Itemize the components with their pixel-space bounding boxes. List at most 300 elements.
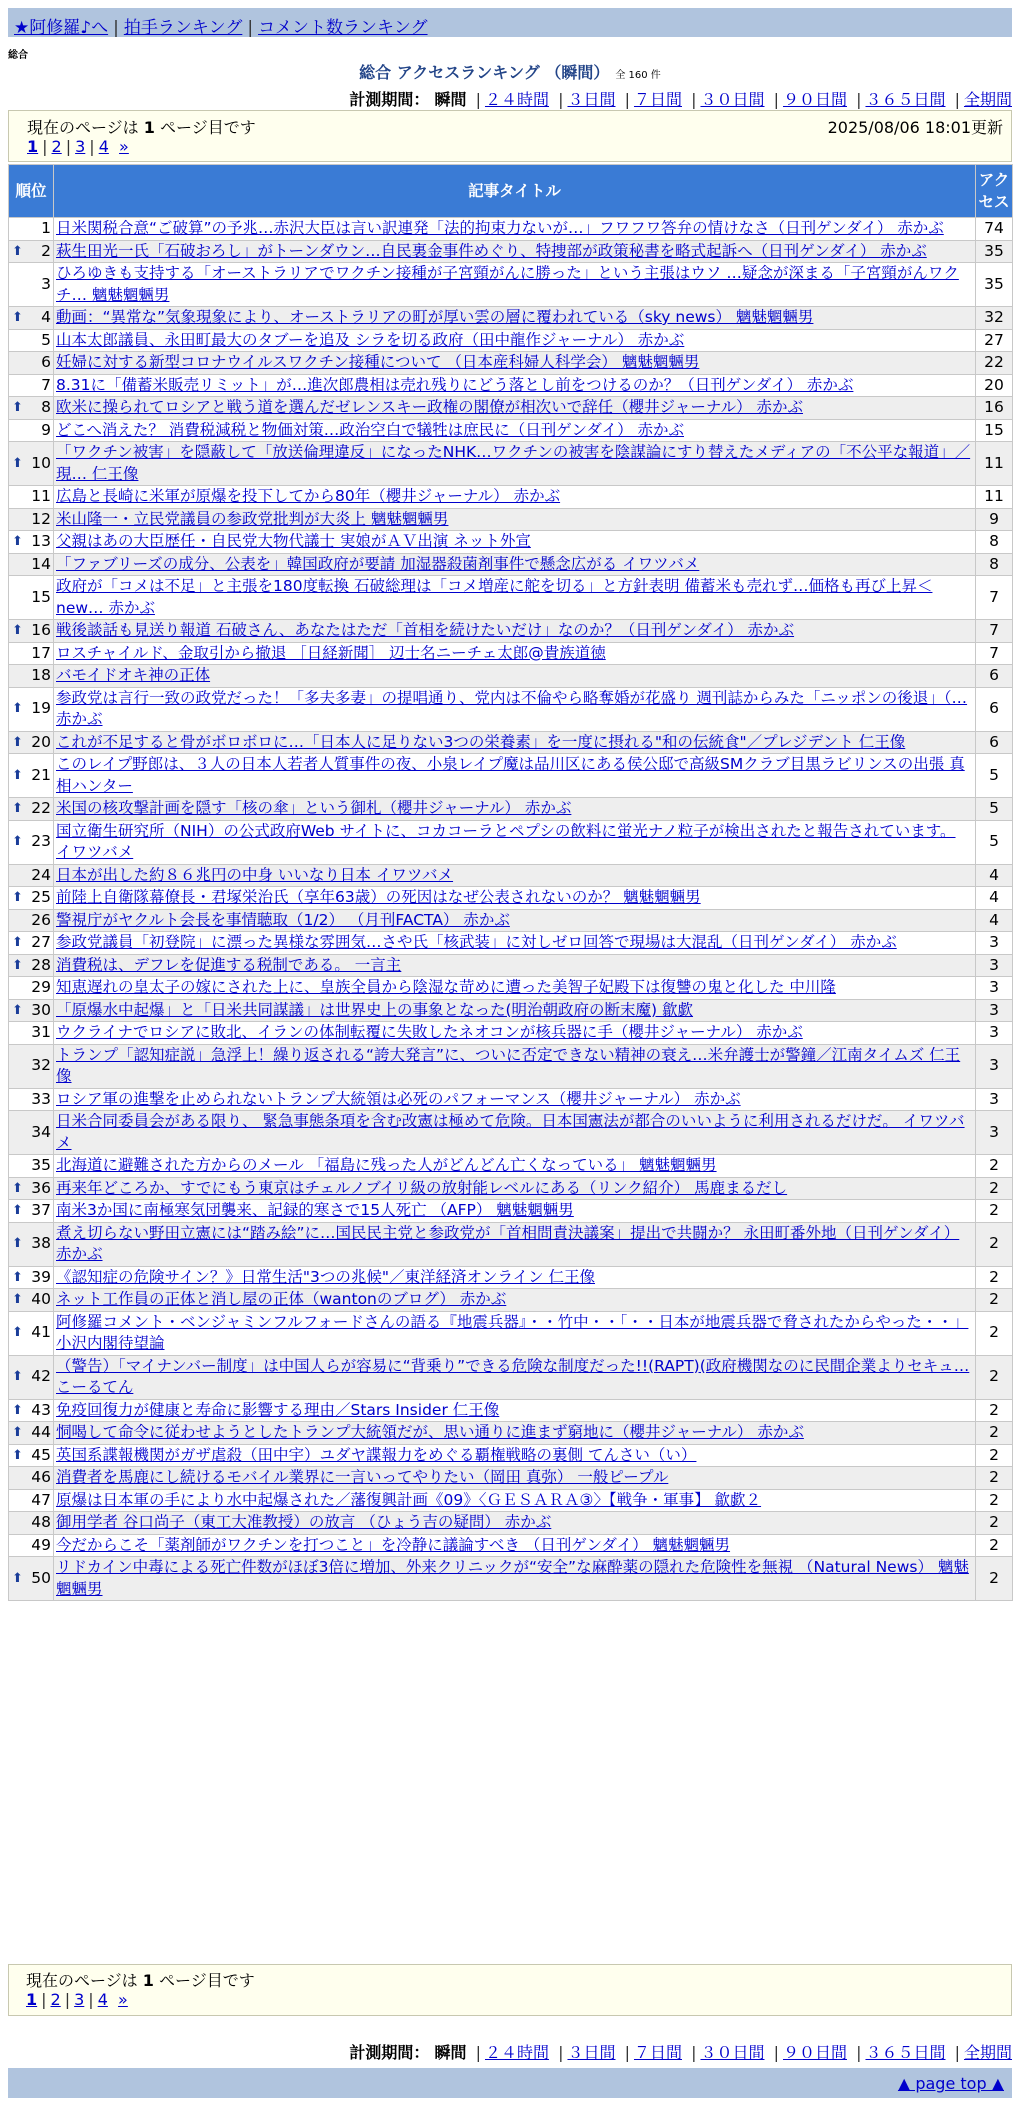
rank-number: 28 <box>31 955 51 974</box>
rank-number: 5 <box>41 330 51 349</box>
page-2-link[interactable]: 2 <box>51 137 62 156</box>
period-90d-link[interactable]: ９０日間 <box>782 2043 847 2062</box>
access-count: 2 <box>976 1557 1012 1600</box>
rank-up-arrow-icon: ⬆ <box>12 957 23 973</box>
rank-up-arrow-icon: ⬆ <box>12 701 23 717</box>
article-title-link[interactable]: 日米合同委員会がある限り、 緊急事態条項を含む改憲は極めて危険。日本国憲法が都合のいいように利用されるだけだ。 イワツバメ <box>56 1112 965 1152</box>
rank-number: 33 <box>31 1089 51 1108</box>
article-title-link[interactable]: このレイプ野郎は、３人の日本人若者人質事件の夜、小泉レイプ魔は品川区にある侯公邸で高級SMクラブ目黒ラビリンスの出張 真相ハンター <box>56 755 965 795</box>
title-cell <box>54 865 975 887</box>
top-nav-bar <box>8 8 1012 37</box>
rank-cell <box>9 1111 53 1154</box>
rank-number: 45 <box>31 1445 51 1464</box>
access-count: 15 <box>976 420 1012 442</box>
page-4-link[interactable]: 4 <box>98 137 109 156</box>
table-row <box>9 798 1012 820</box>
table-row <box>9 1178 1012 1200</box>
rank-up-arrow-icon: ⬆ <box>12 890 23 905</box>
article-title-link[interactable]: 米山隆一・立民党議員の参政党批判が大炎上 魑魅魍魎男 <box>56 509 449 528</box>
article-title-link[interactable]: 「ファブリーズの成分、公表を」韓国政府が要請 加湿器殺菌剤事件で懸念広がる イワツバメ <box>56 554 700 573</box>
rank-number: 48 <box>31 1513 51 1531</box>
rank-cell <box>9 620 53 642</box>
next-page-link[interactable]: » <box>118 1990 128 2009</box>
rank-cell <box>9 1512 53 1534</box>
title-cell <box>54 1312 975 1355</box>
rank-cell <box>9 352 53 374</box>
access-count: 32 <box>976 307 1012 329</box>
rank-number: 46 <box>31 1468 51 1486</box>
access-count: 2 <box>976 1178 1012 1200</box>
table-row <box>9 1200 1012 1222</box>
rank-number: 36 <box>31 1178 51 1197</box>
table-row <box>9 1557 1012 1600</box>
access-count: 3 <box>976 955 1012 977</box>
article-title-link[interactable]: 動画：“異常な”気象現象により、オーストラリアの町が厚い雲の層に覆われている（sky news） 魑魅魍魎男 <box>56 308 814 326</box>
rank-number: 16 <box>31 621 51 639</box>
rank-up-arrow-icon: ⬆ <box>12 834 23 850</box>
period-30d-link[interactable]: ３０日間 <box>700 2043 765 2062</box>
rank-cell <box>9 531 53 553</box>
rank-up-arrow-icon: ⬆ <box>12 400 23 415</box>
rank-up-arrow-icon: ⬆ <box>12 734 23 750</box>
access-count: 2 <box>976 1445 1012 1467</box>
title-cell <box>54 754 975 797</box>
rank-number: 49 <box>31 1535 51 1554</box>
access-count: 8 <box>976 554 1012 576</box>
article-title-link[interactable]: 欧米に操られてロシアと戦う道を選んだゼレンスキー政権の閣僚が相次いで辞任（櫻井ジャーナル） 赤かぶ <box>56 398 803 416</box>
rank-cell <box>9 1223 53 1266</box>
table-row <box>9 1111 1012 1154</box>
article-title-link[interactable]: 煮え切らない野田立憲には“踏み絵”に…国民民主党と参政党が「首相問責決議案」提出で共闘か？ 永田町番外地（日刊ゲンダイ） 赤かぶ <box>56 1223 960 1263</box>
title-cell <box>54 1155 975 1177</box>
access-count: 3 <box>976 1111 1012 1154</box>
rank-number: 10 <box>31 453 51 472</box>
article-title-link[interactable]: 恫喝して命令に従わせようとしたトランプ大統領だが、思い通りに進まず窮地に（櫻井ジャーナル） 赤かぶ <box>56 1423 804 1441</box>
article-title-link[interactable]: 妊婦に対する新型コロナウイルスワクチン接種について （日本産科婦人科学会） 魑魅魍魎男 <box>56 353 700 371</box>
rank-cell <box>9 1535 53 1557</box>
rank-number: 21 <box>31 765 51 784</box>
rank-up-arrow-icon: ⬆ <box>12 1447 23 1463</box>
next-page-link[interactable]: » <box>119 137 129 156</box>
current-page-text: 現在のページは 1 ページ目です <box>26 1971 255 1990</box>
access-count: 2 <box>976 1200 1012 1222</box>
page-2-link[interactable]: 2 <box>50 1990 61 2009</box>
period-current: 瞬間 <box>434 2043 467 2062</box>
title-cell <box>54 1022 975 1044</box>
rank-cell <box>9 865 53 887</box>
title-cell <box>54 420 975 442</box>
title-cell <box>54 1000 975 1022</box>
article-title-link[interactable]: 戦後談話も見送り報道 石破さん、あなたはただ「首相を続けたいだけ」なのか？（日刊ゲンダイ） 赤かぶ <box>56 621 795 639</box>
article-title-link[interactable]: 消費税は、デフレを促進する税制である。 一言主 <box>56 955 402 974</box>
article-title-link[interactable]: ひろゆきも支持する「オーストラリアでワクチン接種が子宮頸がんに勝った」という主張はウソ …疑念が深まる「子宮頸がんワクチ… 魑魅魍魎男 <box>56 264 959 304</box>
rank-number: 47 <box>31 1490 51 1509</box>
title-cell <box>54 643 975 665</box>
table-row <box>9 1400 1012 1422</box>
rank-number: 11 <box>31 487 51 505</box>
article-title-link[interactable]: 父親はあの大臣歴任・自民党大物代議士 実娘がＡＶ出演 ネット外宣 <box>56 532 531 550</box>
ranking-title: 総合 アクセスランキング （瞬間） <box>359 63 610 82</box>
article-title-link[interactable]: 「原爆水中起爆」と「日米共同謀議」は世界史上の事象となった(明治朝政府の断末魔) 歙歔 <box>56 1000 694 1019</box>
rank-number: 30 <box>31 1000 51 1019</box>
title-cell <box>54 352 975 374</box>
rank-number: 1 <box>41 219 51 237</box>
rank-up-arrow-icon: ⬆ <box>12 243 23 259</box>
article-title-link[interactable]: 北海道に避難された方からのメール 「福島に残った人がどんどん亡くなっている」 魑魅魍魎男 <box>56 1156 717 1174</box>
pagination: 1 | 2 | 3 | 4 » <box>26 1990 128 2009</box>
period-selector-top: 計測期間： 瞬間 | ２４時間 | ３日間 | ７日間 | ３０日間 | ９０日間 | ３６５日間 | 全期間 <box>349 90 1012 109</box>
rank-number: 24 <box>31 865 51 884</box>
access-count: 35 <box>976 241 1012 263</box>
rank-up-arrow-icon: ⬆ <box>12 801 23 816</box>
access-count: 2 <box>976 1223 1012 1266</box>
rank-number: 43 <box>31 1400 51 1419</box>
article-title-link[interactable]: 消費者を馬鹿にし続けるモバイル業界に一言いってやりたい（岡田 真弥） 一般ピープル <box>56 1468 669 1486</box>
rank-cell <box>9 977 53 999</box>
table-row <box>9 754 1012 797</box>
rank-cell <box>9 554 53 576</box>
title-cell <box>54 1490 975 1512</box>
rank-cell <box>9 1557 53 1600</box>
rank-number: 19 <box>31 699 51 718</box>
period-all-link[interactable]: 全期間 <box>963 2043 1012 2062</box>
access-count: 9 <box>976 509 1012 531</box>
rank-cell <box>9 1000 53 1022</box>
article-title-link[interactable]: 《認知症の危険サイン？》日常生活"3つの兆候"／東洋経済オンライン 仁王像 <box>56 1267 595 1286</box>
period-3d-link[interactable]: ３日間 <box>567 2043 616 2062</box>
rank-number: 13 <box>31 532 51 550</box>
table-row <box>9 1289 1012 1311</box>
access-count: 16 <box>976 397 1012 419</box>
rank-number: 29 <box>31 978 51 996</box>
rank-cell <box>9 732 53 754</box>
article-title-link[interactable]: トランプ「認知症説」急浮上！繰り返される“誇大発言”に、ついに否定できない精神の衰え…米弁護士が警鐘／江南タイムズ 仁王像 <box>56 1045 961 1085</box>
article-title-link[interactable]: リドカイン中毒による死亡件数がほぼ3倍に増加、外来クリニックが“安全”な麻酔薬の隠れた危険性を無視 （Natural News） 魑魅魍魎男 <box>56 1558 969 1598</box>
table-row <box>9 486 1012 508</box>
article-title-link[interactable]: （警告）「マイナンバー制度」は中国人らが容易に“背乗り”できる危険な制度だった!!(RAPT)(政府機関なのに民間企業よりセキュ… こーるてん <box>56 1356 970 1396</box>
access-count: 6 <box>976 665 1012 687</box>
title-cell <box>54 1111 975 1154</box>
rank-number: 20 <box>31 732 51 751</box>
table-row <box>9 241 1012 263</box>
rank-number: 26 <box>31 910 51 929</box>
period-24h-link[interactable]: ２４時間 <box>484 90 549 109</box>
rank-cell <box>9 688 53 731</box>
access-count: 2 <box>976 1467 1012 1489</box>
title-cell <box>54 1200 975 1222</box>
ranking-table <box>8 164 1013 1601</box>
rank-number: 17 <box>31 643 51 662</box>
table-row <box>9 1089 1012 1111</box>
title-cell <box>54 1512 975 1534</box>
article-title-link[interactable]: ロシア軍の進撃を止められないトランプ大統領は必死のパフォーマンス（櫻井ジャーナル） 赤かぶ <box>56 1089 741 1108</box>
table-row <box>9 263 1012 306</box>
rank-number: 3 <box>41 274 51 293</box>
page-1-link[interactable]: 1 <box>26 1990 38 2009</box>
rank-number: 23 <box>31 832 51 851</box>
rank-up-arrow-icon: ⬆ <box>12 1425 23 1440</box>
title-cell <box>54 1445 975 1467</box>
page-3-link[interactable]: 3 <box>74 1990 85 2009</box>
article-title-link[interactable]: これが不足すると骨がボロボロに…「日本人に足りない3つの栄養素」を一度に摂れる"和の伝統食"／プレジデント 仁王像 <box>56 732 906 751</box>
period-7d-link[interactable]: ７日間 <box>633 90 682 109</box>
rank-number: 37 <box>31 1201 51 1219</box>
access-count: 3 <box>976 1045 1012 1088</box>
home-link[interactable]: ★阿修羅♪へ <box>14 18 109 38</box>
article-title-link[interactable]: 参政党議員「初登院」に漂った異様な雰囲気…さや氏「核武装」に対しゼロ回答で現場は大混乱（日刊ゲンダイ） 赤かぶ <box>56 933 897 951</box>
rank-cell <box>9 887 53 909</box>
rank-number: 39 <box>31 1267 51 1286</box>
article-title-link[interactable]: 南米3か国に南極寒気団襲来、記録的寒さで15人死亡 （AFP） 魑魅魍魎男 <box>56 1201 574 1219</box>
access-count: 4 <box>976 865 1012 887</box>
access-count: 8 <box>976 531 1012 553</box>
rank-number: 41 <box>31 1323 51 1342</box>
article-title-link[interactable]: 知恵遅れの皇太子の嫁にされた上に、皇族全員から陰湿な苛めに遭った美智子妃殿下は復讐の鬼と化した 中川隆 <box>56 978 836 996</box>
access-count: 7 <box>976 643 1012 665</box>
access-count: 2 <box>976 1490 1012 1512</box>
article-title-link[interactable]: 萩生田光一氏「石破おろし」がトーンダウン…自民裏金事件めぐり、特捜部が政策秘書を略式起訴へ（日刊ゲンダイ） 赤かぶ <box>56 241 927 260</box>
access-count: 27 <box>976 330 1012 352</box>
title-cell <box>54 1045 975 1088</box>
article-title-link[interactable]: ウクライナでロシアに敗北、イランの体制転覆に失敗したネオコンが核兵器に手（櫻井ジャーナル） 赤かぶ <box>56 1023 803 1041</box>
article-title-link[interactable]: 原爆は日本軍の手により水中起爆された／藩復興計画《09》〈ＧＥＳＡＲＡ③〉【戦争・軍事】 歙歔２ <box>56 1490 762 1509</box>
title-cell <box>54 263 975 306</box>
article-title-link[interactable]: 再来年どころか、すでにもう東京はチェルノブイリ級の放射能レベルにある（リンク紹介） 馬鹿まるだし <box>56 1178 788 1197</box>
rank-up-arrow-icon: ⬆ <box>12 1292 23 1307</box>
title-cell <box>54 218 975 240</box>
page-top-link[interactable]: ▲ page top ▲ <box>897 2074 1004 2093</box>
rank-number: 38 <box>31 1234 51 1253</box>
period-30d-link[interactable]: ３０日間 <box>700 90 765 109</box>
rank-up-arrow-icon: ⬆ <box>12 767 23 783</box>
table-row <box>9 1535 1012 1557</box>
period-current: 瞬間 <box>434 90 467 109</box>
title-cell <box>54 576 975 619</box>
table-row <box>9 307 1012 329</box>
access-count: 11 <box>976 442 1012 485</box>
access-count: 20 <box>976 375 1012 397</box>
article-title-link[interactable]: 前陸上自衛隊幕僚長・君塚栄治氏（享年63歳）の死因はなぜ公表されないのか？ 魑魅魍魎男 <box>56 888 701 906</box>
rank-number: 15 <box>31 587 51 606</box>
rank-number: 32 <box>31 1056 51 1075</box>
rank-number: 35 <box>31 1156 51 1174</box>
table-row <box>9 1223 1012 1266</box>
title-cell <box>54 554 975 576</box>
rank-up-arrow-icon: ⬆ <box>12 623 23 638</box>
page-3-link[interactable]: 3 <box>75 137 86 156</box>
table-row <box>9 1022 1012 1044</box>
table-row <box>9 887 1012 909</box>
rank-number: 44 <box>31 1423 51 1441</box>
article-title-link[interactable]: 8.31に「備蓄米販売リミット」が…進次郎農相は売れ残りにどう落とし前をつけるのか？（日刊ゲンダイ） 赤かぶ <box>56 375 854 394</box>
article-title-link[interactable]: 御用学者 谷口尚子（東工大准教授）の放言 （ひょう吉の疑問） 赤かぶ <box>56 1513 552 1531</box>
table-row <box>9 1045 1012 1088</box>
table-row <box>9 977 1012 999</box>
rank-number: 40 <box>31 1290 51 1308</box>
table-row <box>9 509 1012 531</box>
table-row <box>9 732 1012 754</box>
article-title-link[interactable]: 国立衛生研究所（NIH）の公式政府Web サイトに、コカコーラとペプシの飲料に蛍光ナノ粒子が検出されたと報告されています。 イワツバメ <box>56 821 956 861</box>
access-count: 35 <box>976 263 1012 306</box>
access-count: 2 <box>976 1535 1012 1557</box>
access-count: 4 <box>976 910 1012 932</box>
title-cell <box>54 977 975 999</box>
table-row <box>9 420 1012 442</box>
total-count: 全 160 件 <box>615 70 661 81</box>
access-count: 11 <box>976 486 1012 508</box>
article-title-link[interactable]: バモイドオキ神の正体 <box>56 666 211 684</box>
period-365d-link[interactable]: ３６５日間 <box>865 2043 946 2062</box>
rank-number: 4 <box>41 308 51 326</box>
access-count: 2 <box>976 1312 1012 1355</box>
page-4-link[interactable]: 4 <box>97 1990 108 2009</box>
table-row <box>9 932 1012 954</box>
title-cell <box>54 509 975 531</box>
rank-cell <box>9 576 53 619</box>
table-row <box>9 576 1012 619</box>
title-cell <box>54 1535 975 1557</box>
table-row <box>9 1267 1012 1289</box>
title-cell <box>54 1422 975 1444</box>
rank-cell <box>9 1178 53 1200</box>
table-row <box>9 1155 1012 1177</box>
page-1-link[interactable]: 1 <box>27 137 39 156</box>
title-cell <box>54 241 975 263</box>
rank-cell <box>9 1467 53 1489</box>
period-7d-link[interactable]: ７日間 <box>633 2043 682 2062</box>
rank-cell <box>9 1400 53 1422</box>
rank-number: 50 <box>31 1568 51 1587</box>
period-selector-bottom: 計測期間： 瞬間 | ２４時間 | ３日間 | ７日間 | ３０日間 | ９０日間 | ３６５日間 | 全期間 <box>349 2043 1012 2062</box>
article-title-link[interactable]: 山本太郎議員、永田町最大のタブーを追及 シラを切る政府（田中龍作ジャーナル） 赤かぶ <box>56 330 685 349</box>
rank-cell <box>9 1155 53 1177</box>
title-cell <box>54 910 975 932</box>
period-all-link[interactable]: 全期間 <box>963 90 1012 109</box>
article-title-link[interactable]: 米国の核攻撃計画を隠す「核の傘」という御札（櫻井ジャーナル） 赤かぶ <box>56 799 572 817</box>
rank-number: 8 <box>41 398 51 416</box>
rank-number: 31 <box>31 1023 51 1041</box>
title-cell <box>54 397 975 419</box>
title-cell <box>54 665 975 687</box>
rank-cell <box>9 1445 53 1467</box>
article-title-link[interactable]: ロスチャイルド、金取引から撤退 ［日経新聞］ 辺士名ニーチェ太郎@貴族道徳 <box>56 643 606 662</box>
article-title-link[interactable]: 政府が「コメは不足」と主張を180度転換 石破総理は「コメ増産に舵を切る」と方針表明 備蓄米も売れず…価格も再び上昇＜new… 赤かぶ <box>56 577 933 617</box>
table-row <box>9 554 1012 576</box>
period-24h-link[interactable]: ２４時間 <box>484 2043 549 2062</box>
title-cell <box>54 798 975 820</box>
rank-cell <box>9 1356 53 1399</box>
rank-up-arrow-icon: ⬆ <box>12 1180 23 1196</box>
title-cell <box>54 1400 975 1422</box>
table-row <box>9 531 1012 553</box>
table-row <box>9 865 1012 887</box>
table-row <box>9 218 1012 240</box>
rank-header: 順位 <box>9 165 53 217</box>
clap-ranking-link[interactable]: 拍手ランキング <box>123 18 243 38</box>
access-count: 7 <box>976 620 1012 642</box>
title-cell <box>54 307 975 329</box>
article-title-link[interactable]: 「ワクチン被害」を隠蔽して「放送倫理違反」になったNHK…ワクチンの被害を陰謀論にすり替えたメディアの「不公平な報道」／現… 仁王像 <box>56 443 971 483</box>
rank-cell <box>9 420 53 442</box>
access-count: 5 <box>976 798 1012 820</box>
title-cell <box>54 932 975 954</box>
table-row <box>9 1422 1012 1444</box>
rank-up-arrow-icon: ⬆ <box>12 1369 23 1385</box>
rank-number: 27 <box>31 933 51 951</box>
period-365d-link[interactable]: ３６５日間 <box>865 90 946 109</box>
article-title-link[interactable]: 英国系諜報機関がガザ虐殺（田中宇）ユダヤ諜報力をめぐる覇権戦略の裏側 てんさい（い） <box>56 1445 697 1464</box>
ranking-table-body <box>9 218 1012 1600</box>
article-title-link[interactable]: 広島と長崎に米軍が原爆を投下してから80年（櫻井ジャーナル） 赤かぶ <box>56 487 561 505</box>
title-cell <box>54 732 975 754</box>
table-row <box>9 1445 1012 1467</box>
article-title-link[interactable]: ネット工作員の正体と消し屋の正体（wantonのブログ） 赤かぶ <box>56 1290 507 1308</box>
comment-ranking-link[interactable]: コメント数ランキング <box>258 18 428 38</box>
table-row <box>9 910 1012 932</box>
access-count: 3 <box>976 1000 1012 1022</box>
article-title-link[interactable]: 阿修羅コメント・ベンジャミンフルフォードさんの語る『地震兵器』・・竹中・・「・・日本が地震兵器で脅されたからやった・・」 小沢内閣待望論 <box>56 1312 969 1352</box>
title-cell <box>54 887 975 909</box>
updated-timestamp: 2025/08/06 18:01更新 <box>827 118 1003 137</box>
title-cell <box>54 1557 975 1600</box>
rank-up-arrow-icon: ⬆ <box>12 455 23 471</box>
access-count: 2 <box>976 1289 1012 1311</box>
title-cell <box>54 375 975 397</box>
period-label: 計測期間： <box>349 2043 430 2062</box>
title-cell <box>54 1178 975 1200</box>
rank-cell <box>9 241 53 263</box>
category-label: 総合 <box>8 50 28 61</box>
access-header: アクセス <box>976 165 1012 217</box>
rank-number: 34 <box>31 1122 51 1141</box>
article-title-link[interactable]: 日米関税合意“ご破算”の予兆…赤沢大臣は言い訳連発「法的拘束力ないが…」フワフワ答弁の情けなさ（日刊ゲンダイ） 赤かぶ <box>56 219 944 237</box>
rank-cell <box>9 442 53 485</box>
rank-number: 7 <box>41 375 51 394</box>
article-title-link[interactable]: 参政党は言行一致の政党だった！「多夫多妻」の提唱通り、党内は不倫やら略奪婚が花盛り 週刊誌からみた「ニッポンの後退」（… 赤かぶ <box>56 688 968 728</box>
rank-number: 14 <box>31 554 51 573</box>
access-count: 2 <box>976 1267 1012 1289</box>
rank-up-arrow-icon: ⬆ <box>12 935 23 950</box>
table-header-row <box>9 165 1012 217</box>
rank-cell <box>9 1267 53 1289</box>
pagination: 1 | 2 | 3 | 4 » <box>27 137 129 156</box>
article-title-link[interactable]: 今だからこそ「薬剤師がワクチンを打つこと」を冷静に議論すべき （日刊ゲンダイ） 魑魅魍魎男 <box>56 1535 731 1554</box>
article-title-link[interactable]: 日本が出した約８６兆円の中身 いいなり日本 イワツバメ <box>56 865 454 884</box>
article-title-link[interactable]: 警視庁がヤクルト会長を事情聴取（1/2） （月刊FACTA） 赤かぶ <box>56 910 510 929</box>
rank-up-arrow-icon: ⬆ <box>12 1236 23 1252</box>
title-cell <box>54 531 975 553</box>
article-title-link[interactable]: 免疫回復力が健康と寿命に影響する理由／Stars Insider 仁王像 <box>56 1400 500 1419</box>
table-row <box>9 352 1012 374</box>
rank-cell <box>9 330 53 352</box>
article-title-link[interactable]: どこへ消えた？ 消費税減税と物価対策…政治空白で犠牲は庶民に（日刊ゲンダイ） 赤かぶ <box>56 420 684 439</box>
rank-cell <box>9 1490 53 1512</box>
access-count: 3 <box>976 1089 1012 1111</box>
rank-up-arrow-icon: ⬆ <box>12 1402 23 1418</box>
title-cell <box>54 955 975 977</box>
access-count: 5 <box>976 821 1012 864</box>
rank-number: 6 <box>41 353 51 371</box>
table-row <box>9 1467 1012 1489</box>
period-3d-link[interactable]: ３日間 <box>567 90 616 109</box>
table-row <box>9 442 1012 485</box>
rank-cell <box>9 1312 53 1355</box>
rank-cell <box>9 665 53 687</box>
period-90d-link[interactable]: ９０日間 <box>782 90 847 109</box>
title-cell <box>54 1267 975 1289</box>
table-row <box>9 1312 1012 1355</box>
rank-cell <box>9 1422 53 1444</box>
